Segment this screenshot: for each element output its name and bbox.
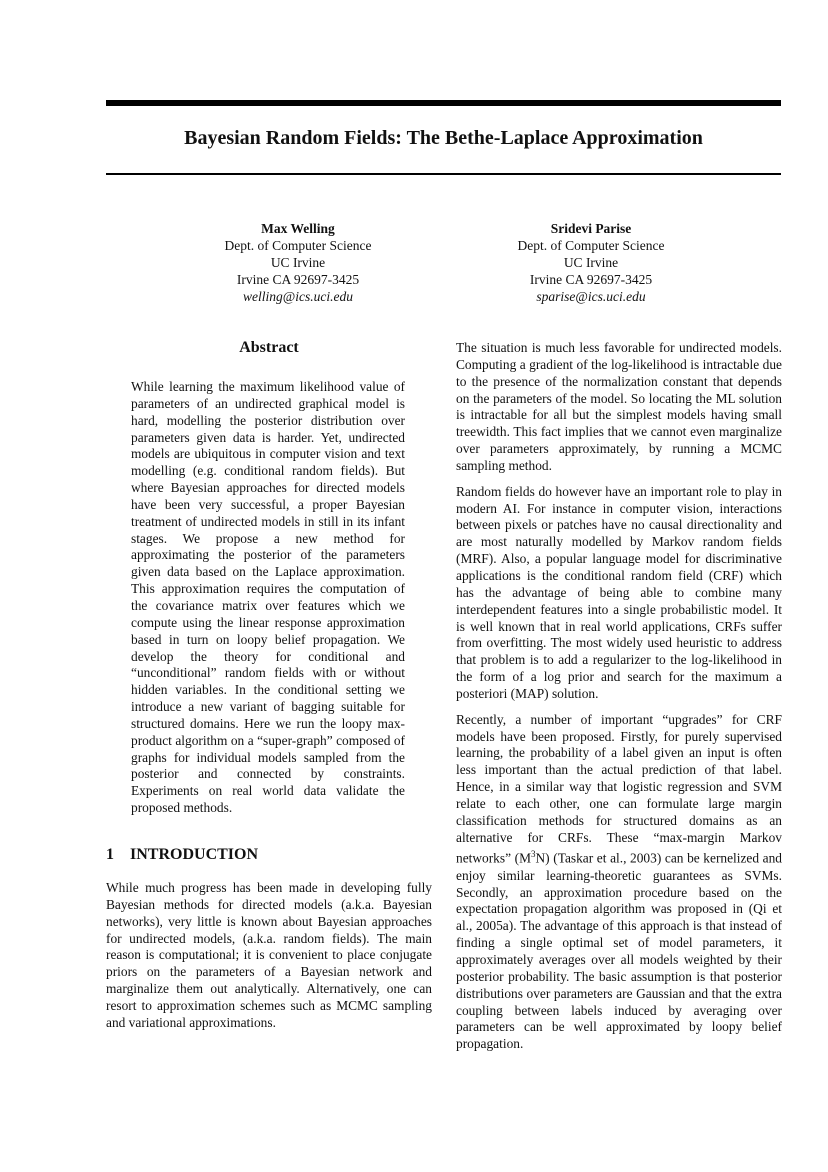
right-column: [456, 340, 782, 1062]
author-block-1: [168, 220, 428, 305]
author-email: sparise@ics.uci.edu: [536, 289, 646, 304]
title-rule: [106, 173, 781, 175]
intro-paragraph: While much progress has been made in developing fully Bayesian methods for directed models (a.k.a. Bayesian networks), very little is known about Bayesian approaches for undirected models, (a.k.a. random fields). The main reason is computational; it is convenient to place conjugate priors on the parameters of a Bayesian network and marginalize them out analytically. Alternatively, one can resort to approximation schemes such as MCMC sampling and variational approximations.: [106, 880, 432, 1030]
abstract-text: While learning the maximum likelihood value of parameters of an undirected graphical model is hard, modelling the posterior distribution over parameters given data is harder. Yet, undirected models are ubiquitous in computer vision and text modelling (e.g. conditional random fields). But where Bayesian approaches for directed models have been very successful, a proper Bayesian treatment of undirected models in still in its infant stages. We propose a new method for approximating the posterior of the parameters given data based on the Laplace approximation. This approximation requires the computation of the covariance matrix over features which we compute using the linear response approximation based in turn on loopy belief propagation. We develop the theory for conditional and “unconditional” random fields with or without hidden variables. In the conditional setting we introduce a new variant of bagging suitable for structured domains. Here we run the loopy max-product algorithm on a “super-graph” composed of graphs for individual models sampled from the posterior and connected by constraints. Experiments on real world data validate the proposed methods.: [131, 379, 405, 816]
paragraph-text: N) (Taskar et al., 2003) can be kernelized and enjoy similar learning-theoretic guarantees as SVMs. Secondly, an approximation procedure based on the expectation propagation algorithm was proposed in (Qi et al., 2005a). The advantage of this approach is that instead of finding a single optimal set of model parameters, it approximately averages over all models weighted by their posterior probability. The basic assumption is that posterior distributions over parameters are Gaussian and that the extra coupling between labels induced by averaging over parameters can be well approximated by loopy belief propagation.: [456, 850, 783, 1052]
author-institution: UC Irvine: [270, 255, 326, 270]
author-email: welling@ics.uci.edu: [243, 289, 353, 304]
body-paragraph: The situation is much less favorable for undirected models. Computing a gradient of the log-likelihood is intractable due to the presence of the normalization constant that depends on the parameters of the model. So locating the ML solution is intractable for all but the simplest models having small treewidth. This fact implies that we cannot even marginalize over parameters approximately, by running a MCMC sampling method.: [456, 340, 782, 473]
top-rule: [106, 100, 781, 106]
paragraph-text: Recently, a number of important “upgrades” for CRF models have been proposed. Firstly, for purely supervised learning, the probability of a label given an input is often less important than the actual prediction of that label. Hence, in a similar way that logistic regression and SVM relate to each other, one can formulate large margin classification methods for structured domains as an alternative for CRFs. These “max-margin Markov networks” (M: [456, 711, 782, 866]
author-name: Sridevi Parise: [550, 221, 632, 236]
author-block-2: [461, 220, 721, 305]
section-heading: [106, 844, 432, 866]
superscript: 3: [531, 849, 536, 860]
section-number: 1: [106, 846, 114, 863]
section-title: INTRODUCTION: [130, 846, 259, 863]
author-address: Irvine CA 92697-3425: [529, 272, 653, 287]
author-address: Irvine CA 92697-3425: [236, 272, 360, 287]
author-dept: Dept. of Computer Science: [224, 238, 372, 253]
author-dept: Dept. of Computer Science: [517, 238, 665, 253]
body-paragraph: Random fields do however have an important role to play in modern AI. For instance in computer vision, interactions between pixels or patches have no causal directionality and are most naturally modelled by Markov random fields (MRF). Also, a popular language model for discriminative applications is the conditional random field (CRF) which has the advantage of being able to combine many interdependent features into a single probabilistic model. It is well known that in real world applications, CRFs suffer from overfitting. The most widely used heuristic to address that problem is to add a regularizer to the log-likelihood in the form of a log prior and search for the maximum a posteriori (MAP) solution.: [456, 483, 782, 701]
abstract-heading: Abstract: [239, 339, 299, 356]
author-institution: UC Irvine: [563, 255, 619, 270]
author-name: Max Welling: [261, 221, 335, 236]
paper-title: Bayesian Random Fields: The Bethe-Laplace Approximation: [184, 127, 703, 149]
body-paragraph: [456, 712, 782, 1053]
